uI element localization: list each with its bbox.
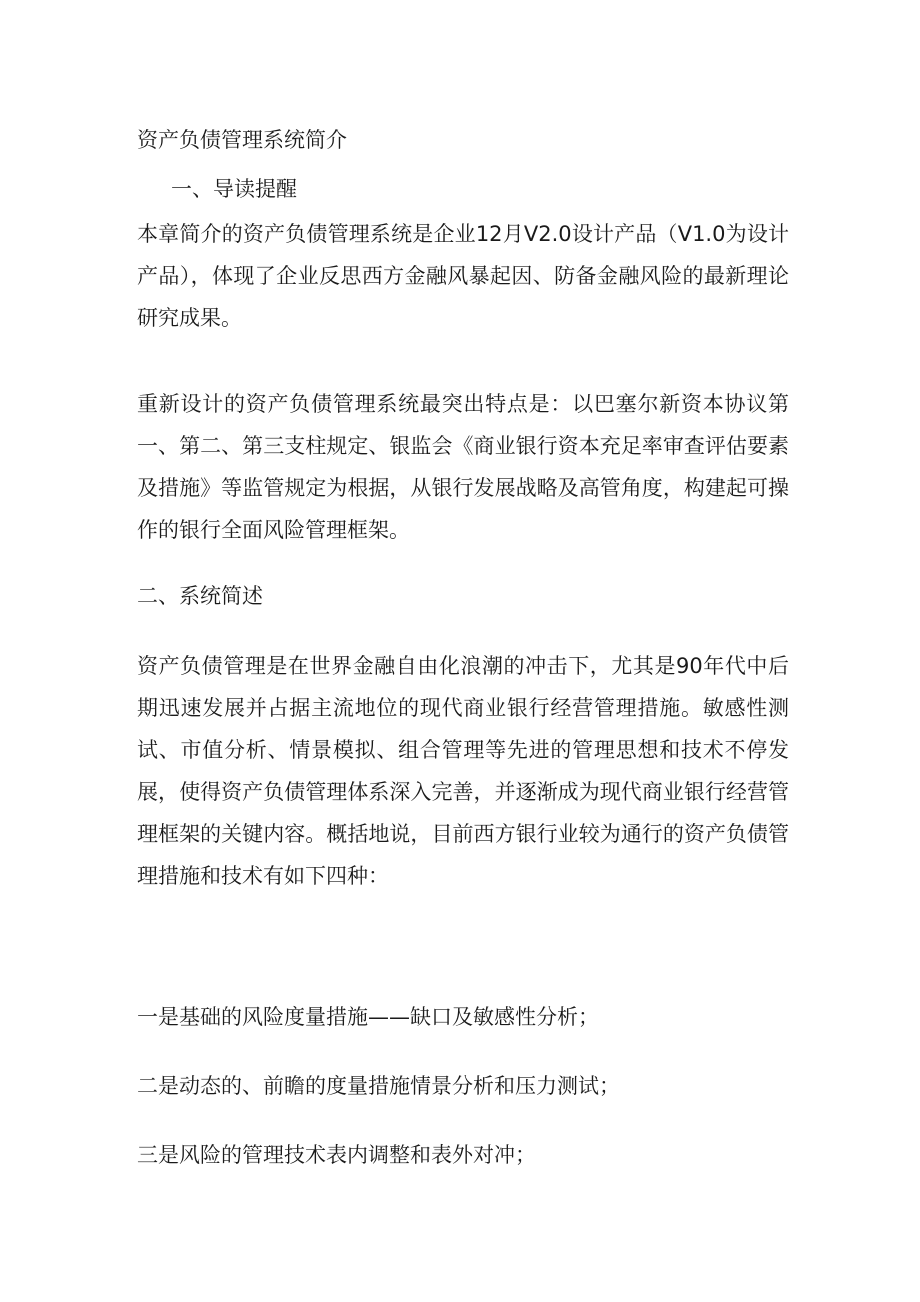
list-item-1: 一是基础的风险度量措施——缺口及敏感性分析；	[137, 1005, 599, 1029]
list-item-2: 二是动态的、前瞻的度量措施情景分析和压力测试；	[137, 1074, 620, 1098]
features-paragraph: 重新设计的资产负债管理系统最突出特点是：以巴塞尔新资本协议第一、第二、第三支柱规定、银监会《商业银行资本充足率审查评估要素及措施》等监管规定为根据，从银行发展战略及高管角度，构建起可操作的银行全面风险管理框架。	[137, 392, 789, 542]
list-item-3: 三是风险的管理技术表内调整和表外对冲；	[137, 1143, 536, 1167]
intro-paragraph: 本章简介的资产负债管理系统是企业12月V2.0设计产品（V1.0为设计产品），体现了企业反思西方金融风暴起因、防备金融风险的最新理论研究成果。	[137, 222, 789, 330]
overview-paragraph: 资产负债管理是在世界金融自由化浪潮的冲击下，尤其是90年代中后期迅速发展并占据主流地位的现代商业银行经营管理措施。敏感性测试、市值分析、情景模拟、组合管理等先进的管理思想和技术不停发展，使得资产负债管理体系深入完善，并逐渐成为现代商业银行经营管理框架的关键内容。概括地说，目前西方银行业较为通行的资产负债管理措施和技术有如下四种：	[137, 654, 789, 888]
section-heading-intro: 一、导读提醒	[171, 177, 297, 201]
document-title: 资产负债管理系统简介	[137, 128, 347, 152]
section-heading-overview: 二、系统简述	[137, 584, 263, 608]
